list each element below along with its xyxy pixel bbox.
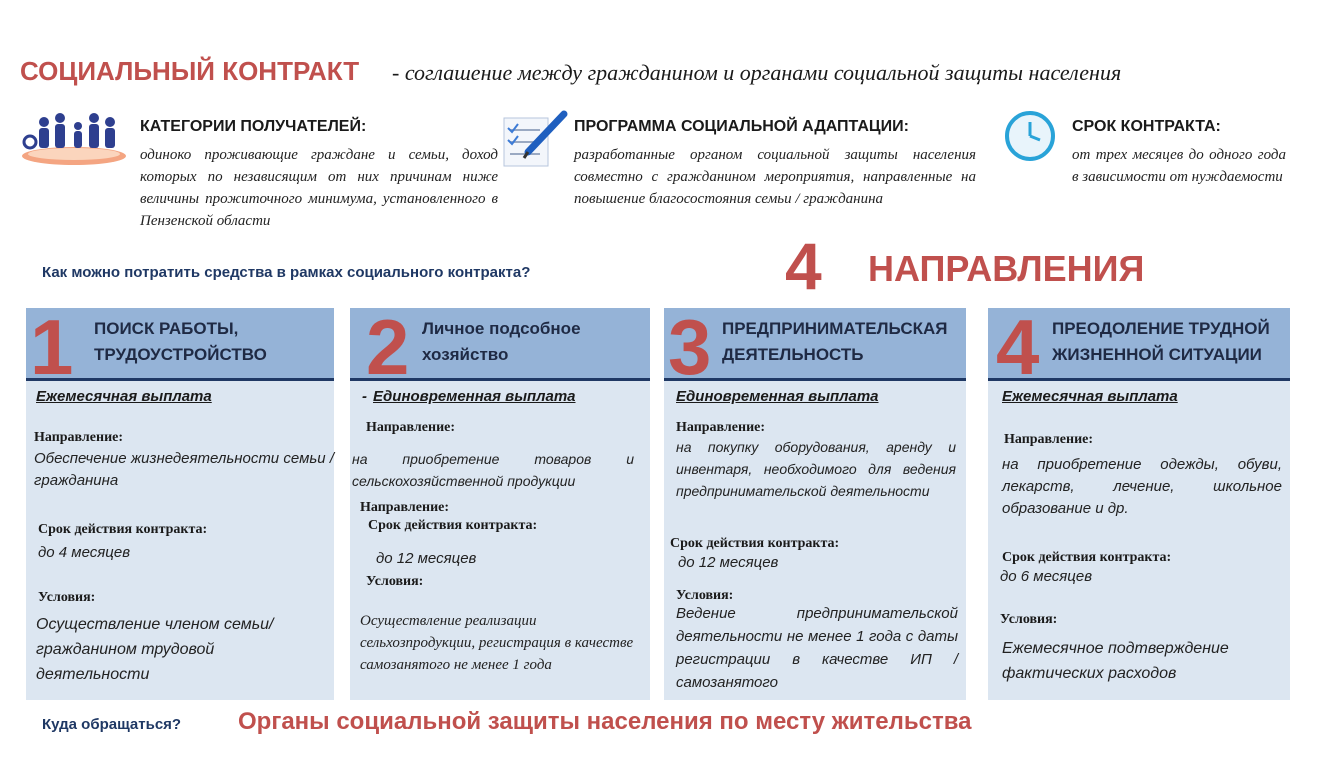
category-term-heading: СРОК КОНТРАКТА: bbox=[1072, 118, 1221, 135]
card-direction-text: Обеспечение жизнедеятельности семьи / гражданина bbox=[34, 450, 334, 489]
page-title: СОЦИАЛЬНЫЙ КОНТРАКТ bbox=[20, 56, 360, 86]
card-title: ПРЕОДОЛЕНИЕ ТРУДНОЙ ЖИЗНЕННОЙ СИТУАЦИИ bbox=[1052, 319, 1270, 364]
card-conditions-label: Условия: bbox=[366, 574, 424, 589]
family-icon bbox=[20, 108, 128, 166]
direction-card-2 bbox=[350, 303, 650, 700]
card-direction-label: Направление: bbox=[34, 430, 124, 445]
category-program-text: разработанные органом социальной защиты населения совместно с гражданином мероприятия, направленные на повышение благосостояния семьи / гражданина bbox=[574, 147, 976, 207]
directions-number: 4 bbox=[785, 229, 822, 303]
card-term-text: до 12 месяцев bbox=[678, 554, 779, 571]
card-direction-label: Направление: bbox=[676, 420, 766, 435]
direction-card-4 bbox=[988, 303, 1290, 700]
card-direction-text: на приобретение одежды, обуви, лекарств, лечение, школьное образование и др. bbox=[1002, 456, 1282, 517]
card-term-label: Срок действия контракта: bbox=[368, 518, 538, 533]
card-direction-text: на покупку оборудования, аренду и инвентаря, необходимого для ведения предпринимательской деятельности bbox=[676, 439, 956, 499]
card-payment-type: Ежемесячная выплата bbox=[36, 388, 212, 405]
card-conditions-label: Условия: bbox=[676, 588, 734, 603]
category-recipients-heading: КАТЕГОРИИ ПОЛУЧАТЕЛЕЙ: bbox=[140, 118, 367, 135]
card-conditions-text: Ведение предпринимательской деятельности не менее 1 года с даты регистрации в качестве ИП / самозанятого bbox=[676, 605, 958, 691]
card-number: 1 bbox=[30, 303, 74, 391]
card-number: 4 bbox=[996, 303, 1040, 391]
card-number: 2 bbox=[366, 303, 410, 391]
card-number: 3 bbox=[668, 303, 712, 391]
card-conditions-label: Условия: bbox=[38, 590, 96, 605]
card-term-text: до 12 месяцев bbox=[376, 550, 477, 567]
category-recipients-text: одиноко проживающие граждане и семьи, доход которых по независящим от них причинам ниже величины прожиточного минимума, установленного в Пензенской области bbox=[140, 147, 498, 229]
card-title: Личное подсобное хозяйство bbox=[422, 319, 581, 364]
card-term-label: Срок действия контракта: bbox=[1002, 550, 1172, 565]
card-conditions-label: Условия: bbox=[1000, 612, 1058, 627]
card-header bbox=[350, 303, 650, 391]
card-payment-prefix: - bbox=[362, 388, 367, 405]
card-conditions-text: Осуществление реализации сельхозпродукции, регистрация в качестве самозанятого не менее 1 года bbox=[360, 613, 634, 673]
card-term-label: Срок действия контракта: bbox=[670, 536, 840, 551]
card-payment-type: Ежемесячная выплата bbox=[1002, 388, 1178, 405]
card-payment-label: Единовременная выплата bbox=[373, 388, 576, 405]
card-header bbox=[988, 303, 1290, 391]
directions-word: НАПРАВЛЕНИЯ bbox=[868, 248, 1145, 289]
page-subtitle: - соглашение между гражданином и органами социальной защиты населения bbox=[392, 60, 1122, 85]
card-payment-type: Единовременная выплата bbox=[676, 388, 879, 405]
card-direction-text: на приобретение товаров и сельскохозяйственной продукции bbox=[352, 451, 634, 489]
card-term-label: Срок действия контракта: bbox=[38, 522, 208, 537]
card-title: ПРЕДПРИНИМАТЕЛЬСКАЯ ДЕЯТЕЛЬНОСТЬ bbox=[722, 319, 948, 364]
card-direction-label-2: Направление: bbox=[360, 500, 450, 515]
card-conditions-text: Осуществление членом семьи/ гражданином трудовой деятельности bbox=[36, 616, 274, 683]
clock-icon bbox=[1004, 110, 1056, 162]
direction-card-1 bbox=[26, 303, 334, 700]
footer-answer: Органы социальной защиты населения по месту жительства bbox=[238, 708, 972, 735]
checklist-pen-icon bbox=[500, 108, 570, 170]
card-header bbox=[664, 303, 966, 391]
card-conditions-text: Ежемесячное подтверждение фактических расходов bbox=[1002, 640, 1229, 682]
card-header bbox=[26, 303, 334, 391]
card-payment-type bbox=[362, 388, 576, 405]
card-term-text: до 4 месяцев bbox=[38, 544, 131, 561]
card-direction-label: Направление: bbox=[366, 420, 456, 435]
category-program-heading: ПРОГРАММА СОЦИАЛЬНОЙ АДАПТАЦИИ: bbox=[574, 118, 909, 135]
direction-card-3 bbox=[664, 303, 966, 700]
card-term-text: до 6 месяцев bbox=[1000, 568, 1093, 585]
card-title: ПОИСК РАБОТЫ, ТРУДОУСТРОЙСТВО bbox=[94, 319, 267, 364]
category-term-text: от трех месяцев до одного года в зависимости от нуждаемости bbox=[1072, 147, 1286, 185]
card-direction-label: Направление: bbox=[1004, 432, 1094, 447]
spending-question: Как можно потратить средства в рамках социального контракта? bbox=[42, 264, 531, 281]
footer-question: Куда обращаться? bbox=[42, 716, 182, 733]
